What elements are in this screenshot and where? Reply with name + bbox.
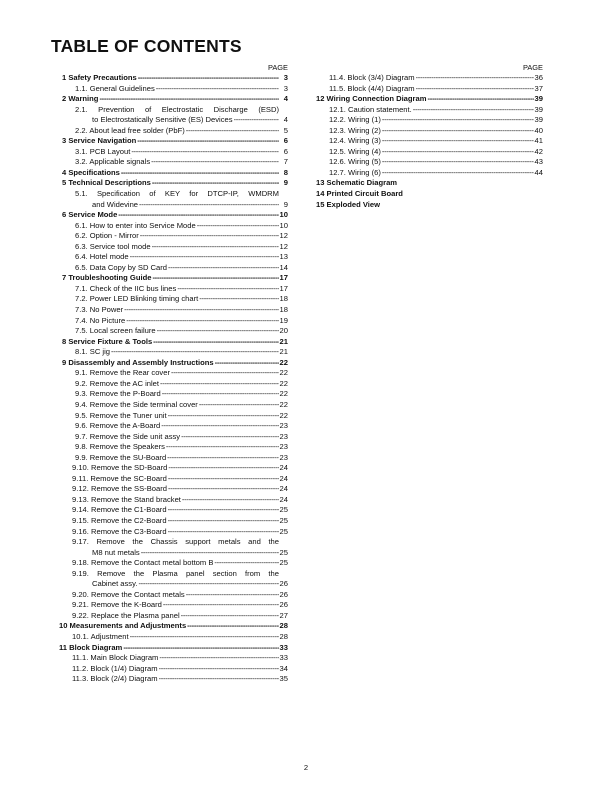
toc-entry-page: 25 (279, 505, 288, 515)
toc-section-entry[interactable] (59, 136, 288, 147)
dot-leader (382, 126, 534, 137)
toc-entry-page: 3 (283, 83, 288, 93)
toc-entry-page: 23 (279, 452, 288, 462)
dot-leader (162, 389, 279, 400)
dot-leader (152, 178, 279, 189)
dot-leader (168, 474, 279, 485)
toc-subsection-entry[interactable] (59, 590, 288, 601)
toc-entry-page: 17 (279, 273, 288, 283)
toc-subsection-entry[interactable] (59, 242, 288, 253)
dot-leader (416, 84, 534, 95)
toc-entry-label: 12.7. Wiring (6) (329, 167, 381, 177)
toc-entry-page: 22 (279, 399, 288, 409)
toc-subsection-entry[interactable] (59, 126, 288, 137)
dot-leader (168, 505, 279, 516)
toc-entry-label: 11.4. Block (3/4) Diagram (329, 73, 415, 82)
dot-leader (234, 115, 279, 126)
toc-entry-label: 9.18. Remove the Contact metal bottom B (72, 558, 214, 568)
toc-entry-page: 19 (279, 315, 288, 325)
toc-entry-page: 44 (534, 167, 543, 177)
toc-subsection-entry[interactable] (313, 73, 543, 84)
toc-section-entry[interactable] (59, 73, 288, 84)
toc-subsection-entry[interactable] (59, 200, 288, 211)
dot-leader (199, 294, 278, 305)
toc-entry-page: 28 (279, 631, 288, 641)
toc-section-entry[interactable] (59, 168, 288, 179)
toc-entry-label: 2 Warning (62, 94, 99, 104)
toc-section-entry[interactable] (59, 178, 288, 189)
toc-subsection-entry[interactable] (59, 326, 288, 337)
toc-entry-page: 8 (283, 167, 288, 177)
dot-leader (161, 421, 278, 432)
dot-leader (152, 273, 278, 284)
toc-subsection-entry[interactable] (59, 432, 288, 443)
toc-entry-page: 33 (279, 653, 288, 663)
toc-entry-label: 1 Safety Precautions (62, 73, 137, 82)
dot-leader (171, 368, 279, 379)
toc-subsection-entry[interactable] (313, 136, 543, 147)
toc-entry-label: 7.2. Power LED Blinking timing chart (75, 294, 199, 304)
toc-entry-page: 21 (279, 347, 288, 357)
toc-entry-label: 6.2. Option - Mirror (75, 231, 139, 241)
toc-subsection-entry[interactable] (59, 579, 288, 590)
toc-entry-page: 18 (279, 305, 288, 315)
toc-subsection-entry[interactable] (313, 115, 543, 126)
toc-subsection-entry[interactable] (59, 516, 288, 527)
dot-leader (138, 579, 278, 590)
toc-entry-label: 9.4. Remove the Side terminal cover (75, 399, 198, 409)
toc-entry-label: 9.11. Remove the SC-Board (72, 473, 167, 483)
toc-entry-label: 9.12. Remove the SS-Board (72, 484, 167, 494)
toc-section-entry[interactable] (59, 337, 288, 348)
dot-leader (168, 263, 279, 274)
toc-entry-page: 33 (279, 642, 288, 652)
toc-entry-page: 6 (283, 146, 288, 156)
toc-entry-page: 4 (283, 94, 288, 104)
toc-subsection-entry[interactable] (59, 484, 288, 495)
toc-entry-label: 14 Printed Circuit Board (316, 189, 403, 199)
toc-entry-page: 25 (279, 526, 288, 536)
toc-entry-label: 11.1. Main Block Diagram (72, 653, 159, 663)
toc-section-entry[interactable] (313, 94, 543, 105)
toc-subsection-entry[interactable] (59, 653, 288, 664)
toc-entry-label: 9.5. Remove the Tuner unit (75, 410, 167, 420)
toc-entry-label: 6.5. Data Copy by SD Card (75, 262, 168, 272)
toc-entry-label: 7.4. No Picture (75, 315, 126, 325)
toc-entry-page: 23 (279, 431, 288, 441)
toc-entry-page: 23 (279, 421, 288, 431)
dot-leader (138, 73, 279, 84)
toc-subsection-entry[interactable] (59, 664, 288, 675)
toc-subsection-entry[interactable] (59, 231, 288, 242)
toc-subsection-entry[interactable] (59, 442, 288, 453)
toc-subsection-entry[interactable] (59, 411, 288, 422)
dot-leader (159, 653, 278, 664)
toc-entry-page: 12 (279, 241, 288, 251)
toc-entry-page: 26 (279, 579, 288, 589)
toc-entry-page: 25 (279, 547, 288, 557)
toc-subsection-entry[interactable] (59, 84, 288, 95)
toc-entry-page: 4 (283, 115, 288, 125)
toc-entry-page: 10 (279, 220, 288, 230)
dot-leader (130, 252, 279, 263)
toc-entry-page: 22 (279, 378, 288, 388)
toc-entry-line[interactable]: 2.1. Prevention of Electrostatic Discharge (ESD) (75, 104, 279, 114)
toc-subsection-entry[interactable] (59, 505, 288, 516)
toc-entry-label: 9.7. Remove the Side unit assy (75, 431, 181, 441)
toc-entry-page: 24 (279, 473, 288, 483)
toc-subsection-entry[interactable] (59, 558, 288, 569)
toc-subsection-entry[interactable] (59, 527, 288, 538)
toc-entry-page: 24 (279, 494, 288, 504)
toc-subsection-entry[interactable] (313, 84, 543, 95)
toc-entry-label: 9.1. Remove the Rear cover (75, 368, 170, 378)
toc-subsection-entry[interactable] (59, 305, 288, 316)
toc-entry-label: 3.2. Applicable signals (75, 157, 151, 167)
toc-entry-label: 7.1. Check of the IIC bus lines (75, 283, 177, 293)
toc-entry-line[interactable]: 9.19. Remove the Plasma panel section from the (72, 568, 279, 578)
toc-entry-label: 12.3. Wiring (2) (329, 125, 381, 135)
toc-subsection-entry[interactable] (59, 263, 288, 274)
toc-subsection-entry[interactable] (59, 368, 288, 379)
page-number: 2 (303, 763, 309, 772)
toc-entry-page: 26 (279, 600, 288, 610)
toc-entry-label: 10 Measurements and Adjustments (59, 621, 187, 631)
dot-leader (186, 126, 279, 137)
toc-subsection-entry[interactable] (59, 252, 288, 263)
toc-entry-page: 22 (279, 368, 288, 378)
toc-entry-page: 23 (279, 442, 288, 452)
toc-entry-page: 10 (279, 210, 288, 220)
toc-entry-page: 39 (534, 104, 543, 114)
toc-entry-label: 3 Service Navigation (62, 136, 137, 146)
toc-subsection-entry[interactable] (313, 147, 543, 158)
toc-entry-line[interactable]: 9.17. Remove the Chassis support metals and the (72, 537, 279, 547)
dot-leader (168, 463, 278, 474)
toc-entry-label: 9.6. Remove the A-Board (75, 421, 161, 431)
toc-entry-page: 21 (279, 336, 288, 346)
dot-leader (181, 432, 278, 443)
toc-entry-page: 43 (534, 157, 543, 167)
dot-leader (121, 168, 279, 179)
toc-subsection-entry[interactable] (59, 453, 288, 464)
toc-entry-page: 7 (283, 157, 288, 167)
toc-entry-label: 11.5. Block (4/4) Diagram (329, 83, 415, 93)
toc-subsection-entry[interactable] (313, 105, 543, 116)
toc-column-left (59, 62, 288, 685)
toc-entry-label: 9.3. Remove the P-Board (75, 389, 161, 399)
toc-subsection-entry[interactable] (59, 495, 288, 506)
toc-entry-label: 7.3. No Power (75, 305, 124, 315)
dot-leader (186, 590, 279, 601)
toc-entry-page: 25 (279, 558, 288, 568)
toc-entry-label: 3.1. PCB Layout (75, 146, 131, 156)
page-title: TABLE OF CONTENTS (51, 36, 242, 56)
toc-section-entry[interactable] (313, 200, 543, 211)
toc-entry-page: 13 (279, 252, 288, 262)
toc-entry-page: 40 (534, 125, 543, 135)
toc-entry-label: 5 Technical Descriptions (62, 178, 151, 188)
toc-entry-label: 13 Schematic Diagram (316, 178, 398, 188)
toc-entry-label: 4 Specifications (62, 167, 120, 177)
toc-entry-page: 20 (279, 326, 288, 336)
toc-entry-page: 9 (283, 199, 288, 209)
toc-entry-page: 3 (283, 73, 288, 82)
dot-leader (382, 168, 534, 179)
toc-entry-label: 6 Service Mode (62, 210, 118, 220)
toc-subsection-entry[interactable] (59, 611, 288, 622)
dot-leader (123, 643, 278, 654)
toc-entry-page: 39 (534, 115, 543, 125)
toc-entry-label: 9.8. Remove the Speakers (75, 442, 165, 452)
dot-leader (124, 305, 278, 316)
dot-leader (157, 326, 279, 337)
toc-entry-label: and Widevine (92, 199, 139, 209)
toc-entry-line[interactable]: 5.1. Specification of KEY for DTCP-IP, WMDRM (75, 189, 279, 199)
toc-subsection-entry[interactable] (59, 284, 288, 295)
dot-leader (151, 157, 279, 168)
toc-subsection-entry[interactable] (59, 115, 288, 126)
toc-subsection-entry[interactable] (313, 168, 543, 179)
toc-entry-page: 5 (283, 125, 288, 135)
toc-entry-label: 7.5. Local screen failure (75, 326, 156, 336)
dot-leader (153, 337, 278, 348)
dot-leader (416, 73, 534, 84)
toc-entry-label: 11.3. Block (2/4) Diagram (72, 674, 158, 684)
dot-leader (177, 284, 278, 295)
toc-entry-page: 35 (279, 674, 288, 684)
toc-entry-page: 9 (283, 178, 288, 188)
dot-leader (152, 242, 279, 253)
dot-leader (159, 664, 279, 675)
dot-leader (427, 94, 533, 105)
toc-section-entry[interactable] (313, 189, 543, 200)
dot-leader (382, 115, 534, 126)
dot-leader (413, 105, 534, 116)
page-column-header: PAGE (523, 63, 543, 72)
toc-entry-label: M8 nut metals (92, 547, 140, 557)
dot-leader (168, 411, 279, 422)
dot-leader (382, 136, 534, 147)
dot-leader (160, 379, 279, 390)
toc-entry-page: 36 (534, 73, 543, 82)
dot-leader (137, 136, 279, 147)
toc-entry-page: 22 (279, 410, 288, 420)
toc-entry-page: 39 (534, 94, 543, 104)
dot-leader (168, 484, 279, 495)
toc-section-entry[interactable] (59, 94, 288, 105)
toc-entry-label: 9.14. Remove the C1-Board (72, 505, 167, 515)
toc-subsection-entry[interactable] (59, 294, 288, 305)
toc-entry-label: 6.3. Service tool mode (75, 241, 151, 251)
dot-leader (140, 231, 279, 242)
toc-entry-label: 9.15. Remove the C2-Board (72, 515, 167, 525)
toc-subsection-entry[interactable] (59, 389, 288, 400)
toc-entry-page: 26 (279, 589, 288, 599)
toc-entry-label: 9.9. Remove the SU-Board (75, 452, 167, 462)
dot-leader (199, 400, 279, 411)
toc-entry-page: 12 (279, 231, 288, 241)
dot-leader (182, 495, 279, 506)
toc-entry-label: 15 Exploded View (316, 199, 381, 209)
page-column-header: PAGE (268, 63, 288, 72)
toc-entry-label: 7 Troubleshooting Guide (62, 273, 152, 283)
dot-leader (159, 674, 279, 685)
toc-entry-page: 37 (534, 83, 543, 93)
toc-entry-page: 17 (279, 283, 288, 293)
toc-entry-label: 12 Wiring Connection Diagram (316, 94, 427, 104)
dot-leader (126, 316, 278, 327)
toc-section-entry[interactable] (313, 178, 543, 189)
toc-section-entry[interactable] (59, 210, 288, 221)
dot-leader (166, 442, 279, 453)
toc-entry-label: 9.22. Replace the Plasma panel (72, 610, 180, 620)
toc-entry-label: 2.2. About lead free solder (PbF) (75, 125, 185, 135)
dot-leader (163, 600, 279, 611)
dot-leader (156, 84, 279, 95)
toc-entry-label: 9.2. Remove the AC inlet (75, 378, 159, 388)
dot-leader (214, 558, 278, 569)
dot-leader (139, 200, 279, 211)
toc-subsection-entry[interactable] (59, 474, 288, 485)
dot-leader (168, 516, 279, 527)
toc-section-entry[interactable] (59, 273, 288, 284)
dot-leader (141, 548, 279, 559)
toc-subsection-entry[interactable] (59, 316, 288, 327)
toc-entry-label: to Electrostatically Sensitive (ES) Devices (92, 115, 233, 125)
dot-leader (181, 611, 279, 622)
toc-entry-page: 18 (279, 294, 288, 304)
toc-entry-label: 9.21. Remove the K-Board (72, 600, 162, 610)
dot-leader (382, 157, 534, 168)
dot-leader (118, 210, 278, 221)
dot-leader (382, 147, 534, 158)
toc-subsection-entry[interactable] (59, 463, 288, 474)
toc-column-right (313, 62, 543, 210)
dot-leader (131, 147, 279, 158)
toc-section-entry[interactable] (59, 358, 288, 369)
toc-entry-page: 22 (279, 357, 288, 367)
toc-section-entry[interactable] (59, 621, 288, 632)
toc-subsection-entry[interactable] (59, 548, 288, 559)
toc-entry-label: 8.1. SC jig (75, 347, 111, 357)
toc-entry-page: 28 (279, 621, 288, 631)
toc-entry-label: 6.4. Hotel mode (75, 252, 129, 262)
toc-entry-page: 34 (279, 663, 288, 673)
dot-leader (130, 632, 279, 643)
dot-leader (111, 347, 279, 358)
toc-entry-label: 12.1. Caution statement. (329, 104, 412, 114)
toc-subsection-entry[interactable] (59, 421, 288, 432)
toc-entry-page: 6 (283, 136, 288, 146)
dot-leader (168, 527, 279, 538)
toc-entry-label: 9.20. Remove the Contact metals (72, 589, 185, 599)
toc-subsection-entry[interactable] (59, 157, 288, 168)
dot-leader (215, 358, 279, 369)
toc-entry-label: 9.13. Remove the Stand bracket (72, 494, 181, 504)
toc-entry-label: 8 Service Fixture & Tools (62, 336, 153, 346)
toc-subsection-entry[interactable] (59, 632, 288, 643)
toc-entry-label: Cabinet assy. (92, 579, 138, 589)
toc-entry-page: 27 (279, 610, 288, 620)
dot-leader (187, 621, 278, 632)
toc-subsection-entry[interactable] (313, 157, 543, 168)
toc-entry-label: 6.1. How to enter into Service Mode (75, 220, 196, 230)
toc-entry-page: 24 (279, 484, 288, 494)
toc-subsection-entry[interactable] (59, 600, 288, 611)
dot-leader (197, 221, 279, 232)
toc-entry-page: 25 (279, 515, 288, 525)
toc-entry-label: 9.10. Remove the SD-Board (72, 463, 168, 473)
toc-subsection-entry[interactable] (59, 400, 288, 411)
toc-entry-page: 41 (534, 136, 543, 146)
toc-entry-label: 9.16. Remove the C3-Board (72, 526, 167, 536)
toc-entry-label: 11 Block Diagram (59, 642, 123, 652)
toc-entry-label: 12.4. Wiring (3) (329, 136, 381, 146)
toc-entry-label: 1.1. General Guidelines (75, 83, 155, 93)
toc-section-entry[interactable] (59, 643, 288, 654)
toc-entry-label: 12.6. Wiring (5) (329, 157, 381, 167)
toc-subsection-entry[interactable] (59, 147, 288, 158)
toc-subsection-entry[interactable] (59, 674, 288, 685)
toc-subsection-entry[interactable] (313, 126, 543, 137)
toc-subsection-entry[interactable] (59, 347, 288, 358)
dot-leader (167, 453, 278, 464)
toc-subsection-entry[interactable] (59, 221, 288, 232)
toc-entry-label: 9 Disassembly and Assembly Instructions (62, 357, 214, 367)
toc-entry-page: 14 (279, 262, 288, 272)
toc-entry-label: 12.2. Wiring (1) (329, 115, 381, 125)
toc-entry-label: 12.5. Wiring (4) (329, 146, 381, 156)
dot-leader (99, 94, 279, 105)
toc-entry-label: 11.2. Block (1/4) Diagram (72, 663, 158, 673)
toc-subsection-entry[interactable] (59, 379, 288, 390)
toc-entry-page: 22 (279, 389, 288, 399)
toc-entry-page: 42 (534, 146, 543, 156)
toc-entry-label: 10.1. Adjustment (72, 631, 129, 641)
toc-entry-page: 24 (279, 463, 288, 473)
